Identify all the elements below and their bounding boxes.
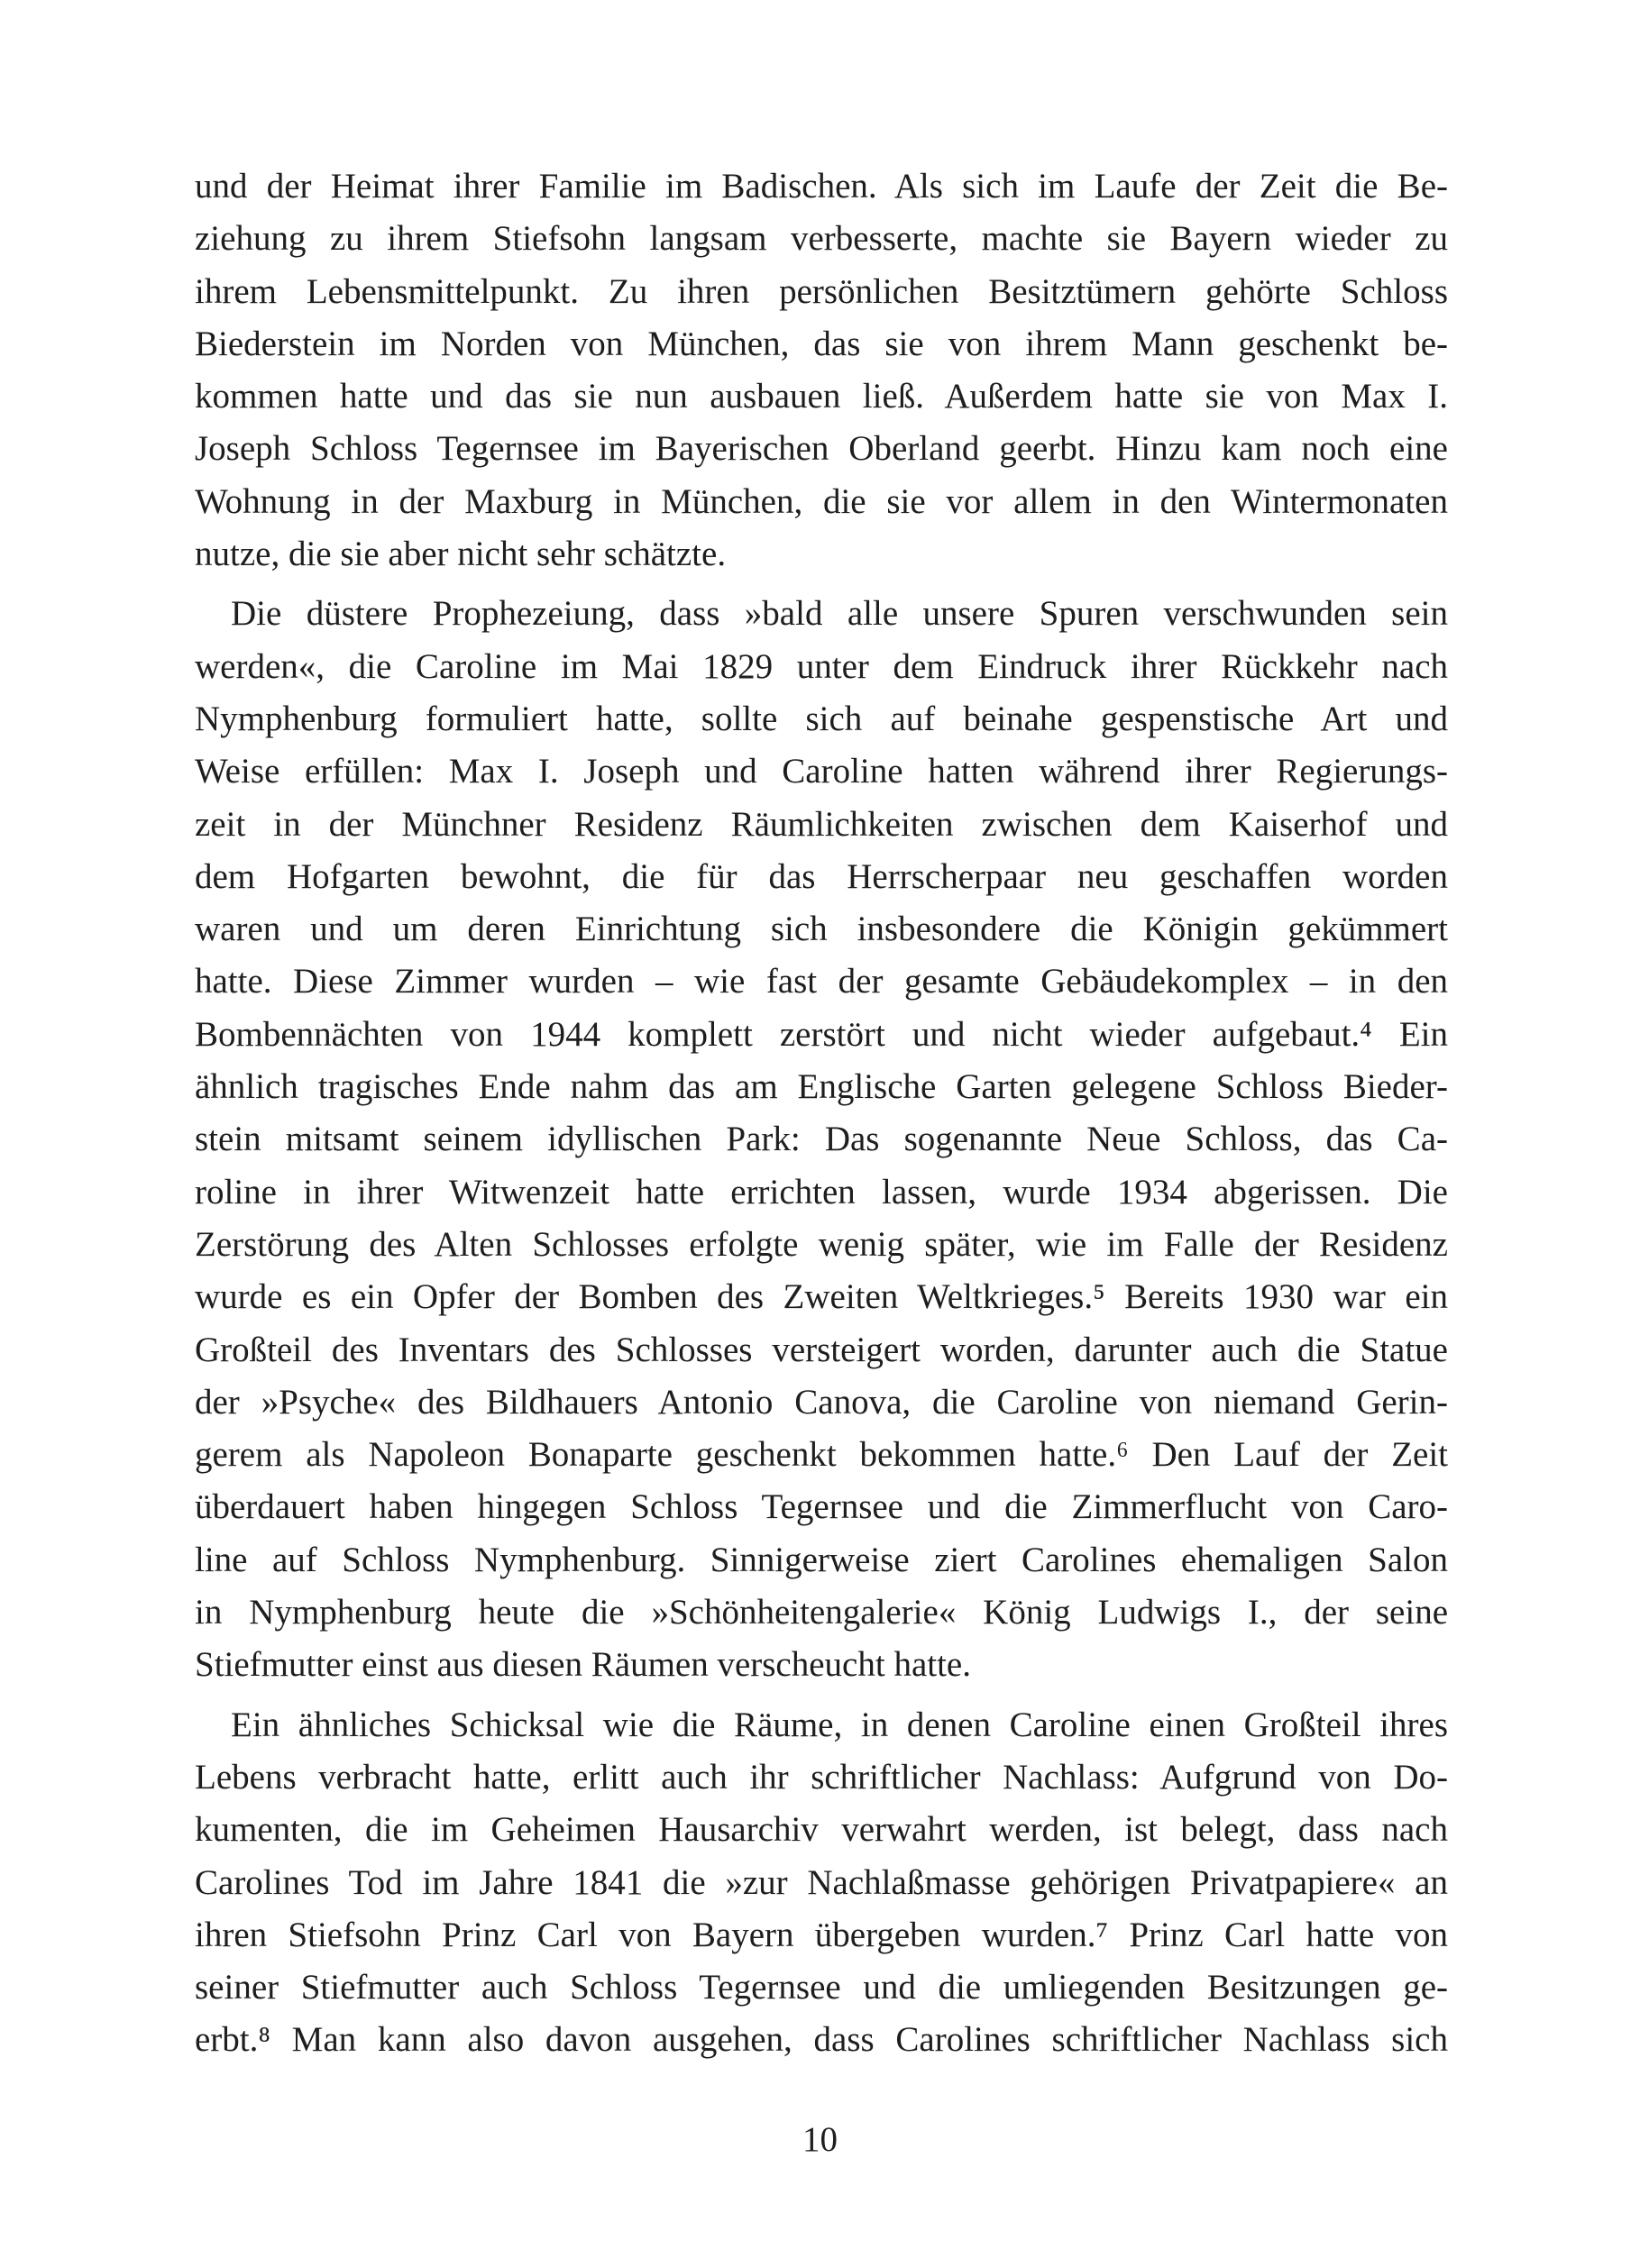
- paragraph-gap: [195, 581, 1448, 588]
- text-line: ziehung zu ihrem Stiefsohn langsam verbesserte, machte sie Bayern wieder zu: [195, 219, 1448, 259]
- paragraph-gap: [195, 1692, 1448, 1699]
- paragraph: [195, 588, 1448, 1691]
- text-line: Biederstein im Norden von München, das sie von ihrem Mann geschenkt be-: [195, 324, 1448, 363]
- text-line: Weise erfüllen: Max I. Joseph und Caroline hatten während ihrer Regierungs-: [195, 752, 1448, 791]
- text-line: Großteil des Inventars des Schlosses versteigert worden, darunter auch die Statue: [195, 1330, 1448, 1369]
- text-line: Carolines Tod im Jahre 1841 die »zur Nachlaßmasse gehörigen Privatpapiere« an: [195, 1862, 1448, 1902]
- text-line: stein mitsamt seinem idyllischen Park: Das sogenannte Neue Schloss, das Ca-: [195, 1120, 1448, 1159]
- text-line: ihren Stiefsohn Prinz Carl von Bayern übergeben wurden.⁷ Prinz Carl hatte von: [195, 1915, 1448, 1954]
- text-line: kumenten, die im Geheimen Hausarchiv verwahrt werden, ist belegt, dass nach: [195, 1810, 1448, 1850]
- text-line: Stiefmutter einst aus diesen Räumen verscheucht hatte.: [195, 1645, 971, 1685]
- text-line: line auf Schloss Nymphenburg. Sinnigerweise ziert Carolines ehemaligen Salon: [195, 1540, 1448, 1579]
- text-line: Ein ähnliches Schicksal wie die Räume, in denen Caroline einen Großteil ihres: [231, 1705, 1448, 1744]
- text-line: werden«, die Caroline im Mai 1829 unter dem Eindruck ihrer Rückkehr nach: [195, 646, 1448, 686]
- text-line: waren und um deren Einrichtung sich insbesondere die Königin gekümmert: [195, 910, 1448, 949]
- text-line: der »Psyche« des Bildhauers Antonio Canova, die Caroline von niemand Gerin-: [195, 1382, 1448, 1422]
- text-line: kommen hatte und das sie nun ausbauen ließ. Außerdem hatte sie von Max I.: [195, 377, 1448, 416]
- text-line: Wohnung in der Maxburg in München, die sie vor allem in den Wintermonaten: [195, 481, 1448, 521]
- text-line: Die düstere Prophezeiung, dass »bald alle unsere Spuren verschwunden sein: [231, 594, 1448, 634]
- text-line: hatte. Diese Zimmer wurden – wie fast der gesamte Gebäudekomplex – in den: [195, 962, 1448, 1001]
- text-line: überdauert haben hingegen Schloss Tegernsee und die Zimmerflucht von Caro-: [195, 1487, 1448, 1527]
- text-line: und der Heimat ihrer Familie im Badischen. Als sich im Laufe der Zeit die Be-: [195, 167, 1448, 206]
- text-line: zeit in der Münchner Residenz Räumlichkeiten zwischen dem Kaiserhof und: [195, 804, 1448, 844]
- paragraph: [195, 160, 1448, 581]
- text-line: seiner Stiefmutter auch Schloss Tegernsee und die umliegenden Besitzungen ge-: [195, 1968, 1448, 2007]
- text-line: erbt.⁸ Man kann also davon ausgehen, dass Carolines schriftlicher Nachlass sich: [195, 2020, 1448, 2060]
- text-line: nutze, die sie aber nicht sehr schätzte.: [195, 535, 727, 574]
- text-line: roline in ihrer Witwenzeit hatte errichten lassen, wurde 1934 abgerissen. Die: [195, 1172, 1448, 1212]
- text-line: Zerstörung des Alten Schlosses erfolgte wenig später, wie im Falle der Residenz: [195, 1224, 1448, 1264]
- text-line: ihrem Lebensmittelpunkt. Zu ihren persönlichen Besitztümern gehörte Schloss: [195, 271, 1448, 311]
- text-line: dem Hofgarten bewohnt, die für das Herrscherpaar neu geschaffen worden: [195, 856, 1448, 896]
- text-line: Nymphenburg formuliert hatte, sollte sich auf beinahe gespenstische Art und: [195, 699, 1448, 738]
- body-text: [195, 160, 1448, 2067]
- text-line: ähnlich tragisches Ende nahm das am Englische Garten gelegene Schloss Bieder-: [195, 1067, 1448, 1107]
- text-line: Bombennächten von 1944 komplett zerstört und nicht wieder aufgebaut.⁴ Ein: [195, 1014, 1448, 1054]
- text-line: in Nymphenburg heute die »Schönheitengalerie« König Ludwigs I., der seine: [195, 1593, 1448, 1632]
- text-line: Joseph Schloss Tegernsee im Bayerischen Oberland geerbt. Hinzu kam noch eine: [195, 429, 1448, 469]
- page-number: 10: [802, 2120, 838, 2159]
- text-line: gerem als Napoleon Bonaparte geschenkt bekommen hatte.⁶ Den Lauf der Zeit: [195, 1435, 1448, 1475]
- text-line: Lebens verbracht hatte, erlitt auch ihr schriftlicher Nachlass: Aufgrund von Do-: [195, 1757, 1448, 1797]
- paragraph: [195, 1699, 1448, 2067]
- text-line: wurde es ein Opfer der Bomben des Zweiten Weltkrieges.⁵ Bereits 1930 war ein: [195, 1277, 1448, 1317]
